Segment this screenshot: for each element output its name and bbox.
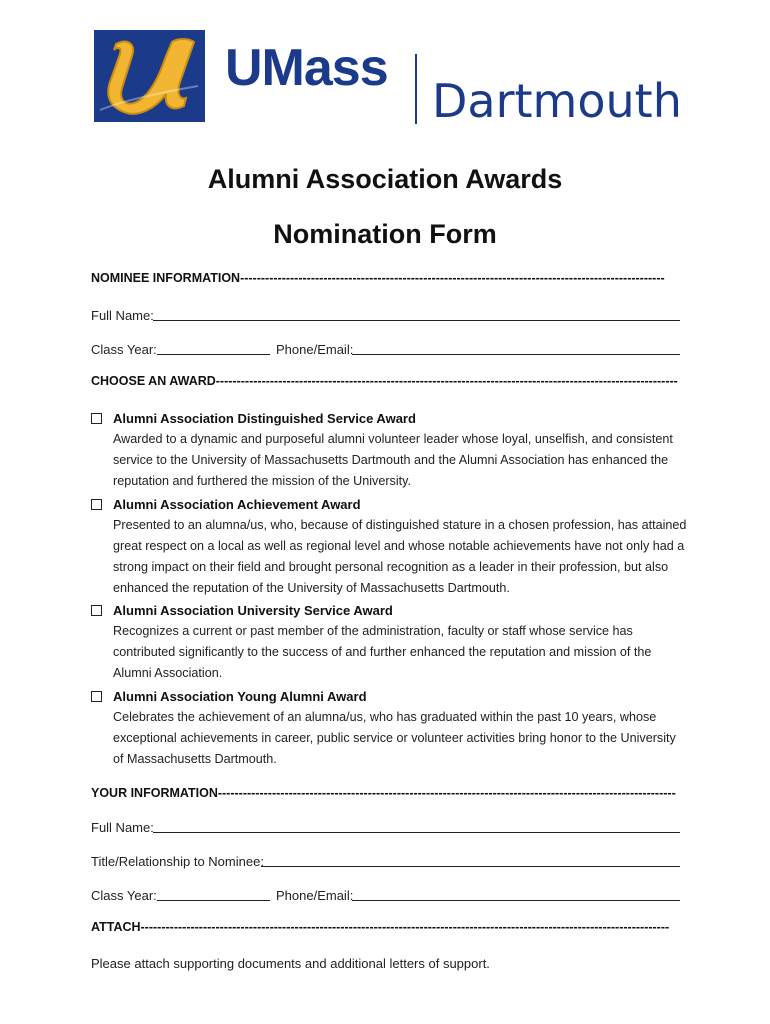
- award-description: [113, 429, 691, 492]
- award-description-line: Recognizes a current or past member of the administration, faculty or staff whose service has: [113, 624, 633, 638]
- award-title: Alumni Association University Service Award: [113, 603, 393, 618]
- your-info-section-heading: YOUR INFORMATION--------------------------------------------------------------------------------------------------------------: [91, 786, 676, 800]
- award-description-line: service to the University of Massachusetts Dartmouth and the Alumni Association has enhanced the: [113, 453, 669, 467]
- nominee-phone-email-label: Phone/Email:: [276, 342, 354, 357]
- attach-section-heading: ATTACH-------------------------------------------------------------------------------------------------------------------------------: [91, 920, 670, 934]
- nominee-phone-email-field[interactable]: [352, 354, 680, 355]
- award-option: [91, 408, 691, 492]
- award-checkbox[interactable]: [91, 691, 102, 702]
- nominee-full-name-field[interactable]: [153, 320, 680, 321]
- award-description-line: reputation and furthered the mission of the University.: [113, 474, 411, 488]
- nominee-full-name-label: Full Name:: [91, 308, 154, 323]
- award-option: [91, 600, 691, 684]
- award-description-line: contributed significantly to the success of and further enhanced the reputation and mission of the: [113, 645, 652, 659]
- award-description-line: enhanced the reputation of the University of Massachusetts Dartmouth.: [113, 581, 510, 595]
- your-full-name-label: Full Name:: [91, 820, 154, 835]
- award-description: [113, 707, 691, 770]
- nominee-class-year-field[interactable]: [157, 354, 270, 355]
- umass-dartmouth-logo: [94, 30, 694, 130]
- award-option: [91, 494, 691, 599]
- award-title: Alumni Association Achievement Award: [113, 497, 361, 512]
- relationship-field[interactable]: [261, 866, 680, 867]
- award-title: Alumni Association Young Alumni Award: [113, 689, 367, 704]
- award-title: Alumni Association Distinguished Service Award: [113, 411, 416, 426]
- award-description-line: Alumni Association.: [113, 666, 223, 680]
- award-checkbox[interactable]: [91, 499, 102, 510]
- award-description-line: Presented to an alumna/us, who, because of distinguished stature in a chosen profession, has attained: [113, 518, 687, 532]
- your-class-year-field[interactable]: [157, 900, 270, 901]
- award-description-line: Awarded to a dynamic and purposeful alumni volunteer leader whose loyal, unselfish, and consistent: [113, 432, 673, 446]
- your-phone-email-label: Phone/Email:: [276, 888, 354, 903]
- form-title-line-2: Nomination Form: [273, 219, 497, 249]
- attach-instructions: Please attach supporting documents and additional letters of support.: [91, 956, 490, 971]
- nominee-section-heading: NOMINEE INFORMATION------------------------------------------------------------------------------------------------------: [91, 271, 665, 285]
- logo-umass-wordmark: UMass: [225, 39, 388, 97]
- logo-campus-wordmark: Dartmouth: [432, 74, 682, 128]
- your-phone-email-field[interactable]: [352, 900, 680, 901]
- form-title-line-1: Alumni Association Awards: [207, 164, 563, 194]
- award-description-line: great respect on a local as well as regional level and whose notable achievements have not only had a: [113, 539, 685, 553]
- your-class-year-label: Class Year:: [91, 888, 157, 903]
- award-description-line: of Massachusetts Dartmouth.: [113, 752, 277, 766]
- logo-divider: [415, 54, 417, 124]
- award-checkbox[interactable]: [91, 605, 102, 616]
- your-full-name-field[interactable]: [153, 832, 680, 833]
- award-description-line: strong impact on their field and brought personal recognition as a leader in their profession, but also: [113, 560, 669, 574]
- award-description-line: Celebrates the achievement of an alumna/us, who has graduated within the past 10 years, whose: [113, 710, 657, 724]
- award-option: [91, 686, 691, 770]
- award-section-heading: CHOOSE AN AWARD---------------------------------------------------------------------------------------------------------------: [91, 374, 678, 388]
- relationship-label: Title/Relationship to Nominee:: [91, 854, 264, 869]
- umass-u-emblem-icon: [94, 30, 205, 122]
- award-checkbox[interactable]: [91, 413, 102, 424]
- award-description: [113, 515, 691, 599]
- award-description-line: exceptional achievements in career, public service or volunteer activities bring honor to the University: [113, 731, 676, 745]
- nominee-class-year-label: Class Year:: [91, 342, 157, 357]
- award-description: [113, 621, 691, 684]
